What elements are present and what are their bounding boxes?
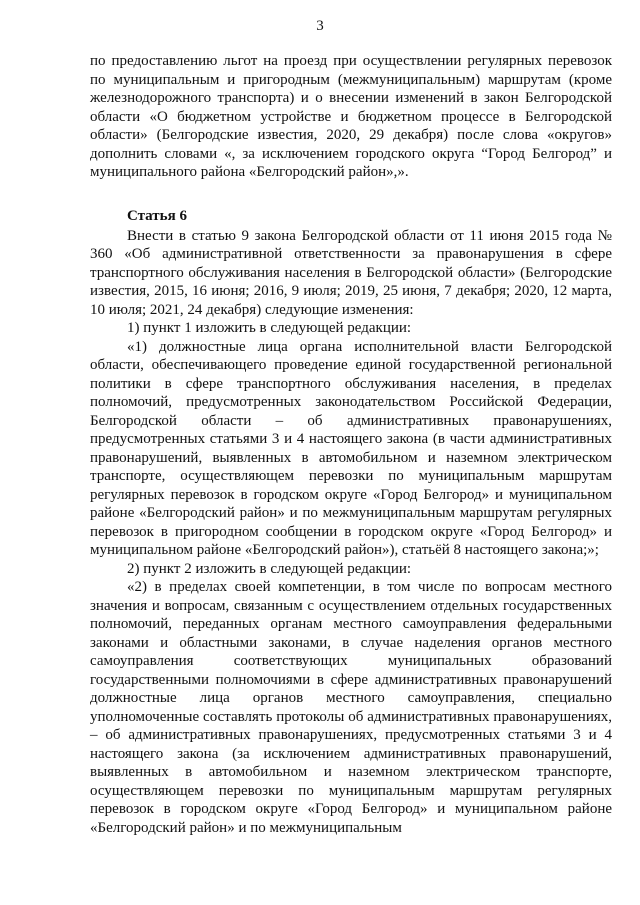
article-paragraph: Внести в статью 9 закона Белгородской области от 11 июня 2015 года № 360 «Об административной ответственности за правонарушения в сфере транспортного обслуживания населения в Белгородской области» (Белгородские известия, 2015, 16 июня; 2016, 9 июля; 2019, 25 июня, 7 декабря; 2020, 12 марта, 10 июля; 2021, 24 декабря) следующие изменения: (90, 227, 612, 318)
article-heading: Статья 6 (127, 208, 187, 224)
article-paragraph: 2) пункт 2 изложить в следующей редакции: (127, 560, 412, 577)
article-6-section (90, 207, 612, 837)
article-paragraph: «2) в пределах своей компетенции, в том числе по вопросам местного значения и вопросам, связанным с осуществлением отдельных государственных полномочий, переданных органам местного самоуправления федеральными законами и областными законами, в случае наделения органов местного самоуправления соответствующих муниципальных образований государственными полномочиями в сфере административных правонарушений должностные лица органов местного самоуправления, специально уполномоченные составлять протоколы об административных правонарушениях, – об административных правонарушениях, предусмотренных статьями 3 и 4 настоящего закона (за исключением административных правонарушений, выявленных в автомобильном и наземном электрическом транспорте, осуществляющем перевозки по муниципальным маршрутам регулярных перевозок в городском округе «Город Белгород» и муниципальном районе «Белгородский район» и по межмуниципальным (90, 579, 612, 836)
intro-paragraph: по предоставлению льгот на проезд при осуществлении регулярных перевозок по муниципальным и пригородным (межмуниципальным) маршрутам (кроме железнодорожного транспорта) и о внесении изменений в закон Белгородской области «О бюджетном устройстве и бюджетном процессе в Белгородской области» (Белгородские известия, 2020, 29 декабря) после слова «округов» дополнить словами «, за исключением городского округа “Город Белгород” и муниципального района «Белгородский район»,». (90, 53, 612, 180)
article-paragraph: 1) пункт 1 изложить в следующей редакции: (127, 320, 412, 336)
article-paragraph: «1) должностные лица органа исполнительной власти Белгородской области, обеспечивающего проведение единой государственной региональной политики в сфере транспортного обслуживания населения, в пределах полномочий, предусмотренных законодательством Российской Федерации, Белгородской области – об административных правонарушениях, предусмотренных статьями 3 и 4 настоящего закона (в части административных правонарушений, выявленных в автомобильном и наземном электрическом транспорте, осуществляющем перевозки по муниципальным маршрутам регулярных перевозок в городском округе «Город Белгород» и муниципальном районе «Белгородский район» и по межмуниципальным маршрутам регулярных перевозок в пригородном сообщении в городском округе «Город Белгород» и муниципальном районе «Белгородский район»), статьёй 8 настоящего закона;»; (90, 338, 612, 558)
intro-section (90, 52, 612, 182)
page-number: 3 (316, 18, 324, 34)
